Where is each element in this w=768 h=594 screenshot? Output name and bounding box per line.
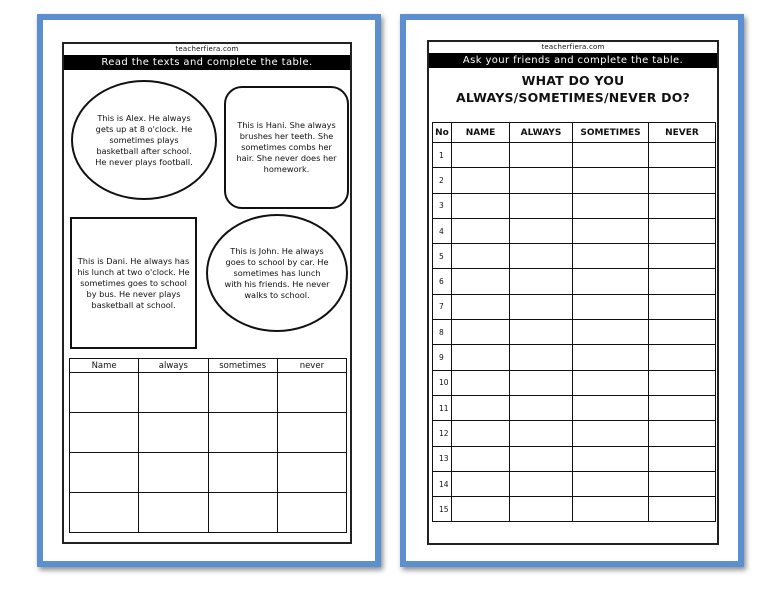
- blank-cell[interactable]: [70, 453, 139, 493]
- row-number: 12: [433, 421, 452, 446]
- table-row: [433, 446, 716, 471]
- blank-cell[interactable]: [208, 493, 277, 533]
- blank-cell[interactable]: [139, 413, 208, 453]
- blank-cell[interactable]: [70, 413, 139, 453]
- blank-cell[interactable]: [452, 143, 510, 168]
- text-hani: [224, 86, 349, 209]
- row-number: 13: [433, 446, 452, 471]
- blank-cell[interactable]: [139, 373, 208, 413]
- header-always: ALWAYS: [510, 123, 573, 143]
- blank-cell[interactable]: [573, 269, 649, 294]
- blank-cell[interactable]: [573, 294, 649, 319]
- table-row: [433, 395, 716, 420]
- instruction-banner: Ask your friends and complete the table.: [429, 53, 717, 68]
- table-row: [433, 345, 716, 370]
- blank-cell[interactable]: [452, 218, 510, 243]
- blank-cell[interactable]: [452, 269, 510, 294]
- row-number: 1: [433, 143, 452, 168]
- blank-cell[interactable]: [573, 446, 649, 471]
- blank-cell[interactable]: [649, 294, 716, 319]
- row-number: 7: [433, 294, 452, 319]
- row-number: 14: [433, 471, 452, 496]
- blank-cell[interactable]: [649, 269, 716, 294]
- blank-cell[interactable]: [452, 294, 510, 319]
- blank-cell[interactable]: [510, 471, 573, 496]
- header-no: No: [433, 123, 452, 143]
- blank-cell[interactable]: [452, 193, 510, 218]
- blank-cell[interactable]: [573, 497, 649, 522]
- table-row: [433, 218, 716, 243]
- blank-cell[interactable]: [510, 320, 573, 345]
- row-number: 9: [433, 345, 452, 370]
- table-row: [70, 373, 347, 413]
- blank-cell[interactable]: [452, 345, 510, 370]
- blank-cell[interactable]: [510, 497, 573, 522]
- blank-cell[interactable]: [649, 395, 716, 420]
- blank-cell[interactable]: [649, 244, 716, 269]
- text-alex: [71, 80, 217, 200]
- instruction-banner: Read the texts and complete the table.: [64, 55, 350, 70]
- blank-cell[interactable]: [277, 493, 346, 533]
- blank-cell[interactable]: [510, 294, 573, 319]
- blank-cell[interactable]: [573, 345, 649, 370]
- header-name: NAME: [452, 123, 510, 143]
- table-row: [433, 143, 716, 168]
- header-always: always: [139, 359, 208, 373]
- left-worksheet: [62, 42, 352, 544]
- blank-cell[interactable]: [452, 320, 510, 345]
- blank-cell[interactable]: [573, 320, 649, 345]
- table-row: [433, 269, 716, 294]
- blank-cell[interactable]: [510, 218, 573, 243]
- blank-cell[interactable]: [573, 218, 649, 243]
- blank-cell[interactable]: [573, 370, 649, 395]
- blank-cell[interactable]: [573, 421, 649, 446]
- blank-cell[interactable]: [139, 493, 208, 533]
- row-number: 5: [433, 244, 452, 269]
- blank-cell[interactable]: [649, 345, 716, 370]
- table-row: [433, 370, 716, 395]
- blank-cell[interactable]: [510, 244, 573, 269]
- table-row: [433, 471, 716, 496]
- blank-cell[interactable]: [510, 168, 573, 193]
- blank-cell[interactable]: [208, 373, 277, 413]
- blank-cell[interactable]: [510, 193, 573, 218]
- header-sometimes: SOMETIMES: [573, 123, 649, 143]
- blank-cell[interactable]: [649, 320, 716, 345]
- text-john-body: This is John. He always goes to school by car. He sometimes has lunch with his friends. He never walks to school.: [224, 245, 330, 300]
- blank-cell[interactable]: [452, 446, 510, 471]
- blank-cell[interactable]: [452, 471, 510, 496]
- blank-cell[interactable]: [573, 168, 649, 193]
- table-row: [433, 244, 716, 269]
- blank-cell[interactable]: [649, 497, 716, 522]
- row-number: 4: [433, 218, 452, 243]
- blank-cell[interactable]: [208, 413, 277, 453]
- text-hani-body: This is Hani. She always brushes her teeth. She sometimes combs her hair. She never does her homework.: [236, 120, 337, 174]
- table-row: [433, 294, 716, 319]
- blank-cell[interactable]: [649, 421, 716, 446]
- blank-cell[interactable]: [649, 370, 716, 395]
- blank-cell[interactable]: [277, 453, 346, 493]
- table-row: [433, 497, 716, 522]
- blank-cell[interactable]: [139, 453, 208, 493]
- blank-cell[interactable]: [510, 421, 573, 446]
- blank-cell[interactable]: [510, 143, 573, 168]
- row-number: 6: [433, 269, 452, 294]
- blank-cell[interactable]: [208, 453, 277, 493]
- blank-cell[interactable]: [452, 395, 510, 420]
- blank-cell[interactable]: [452, 421, 510, 446]
- table-row: [433, 421, 716, 446]
- table-row: [433, 320, 716, 345]
- row-number: 10: [433, 370, 452, 395]
- blank-cell[interactable]: [649, 168, 716, 193]
- blank-cell[interactable]: [452, 244, 510, 269]
- row-number: 8: [433, 320, 452, 345]
- survey-table: [432, 122, 716, 522]
- blank-cell[interactable]: [573, 193, 649, 218]
- row-number: 11: [433, 395, 452, 420]
- blank-cell[interactable]: [649, 471, 716, 496]
- text-john: [206, 214, 348, 332]
- blank-cell[interactable]: [510, 395, 573, 420]
- blank-cell[interactable]: [510, 269, 573, 294]
- blank-cell[interactable]: [70, 373, 139, 413]
- blank-cell[interactable]: [510, 446, 573, 471]
- blank-cell[interactable]: [452, 168, 510, 193]
- table-row: [70, 413, 347, 453]
- survey-body: [433, 143, 716, 522]
- blank-cell[interactable]: [649, 143, 716, 168]
- text-alex-body: This is Alex. He always gets up at 8 o'clock. He sometimes plays basketball after school. He never plays football.: [95, 112, 193, 167]
- header-sometimes: sometimes: [208, 359, 277, 373]
- text-dani: [70, 217, 197, 349]
- table-row: [433, 193, 716, 218]
- site-credit: teacherfiera.com: [541, 43, 605, 51]
- answer-table: [69, 358, 347, 533]
- blank-cell[interactable]: [573, 244, 649, 269]
- blank-cell[interactable]: [573, 471, 649, 496]
- blank-cell[interactable]: [277, 373, 346, 413]
- table-row: [70, 453, 347, 493]
- blank-cell[interactable]: [573, 143, 649, 168]
- worksheet-title-line1: WHAT DO YOU: [521, 73, 625, 88]
- header-never: never: [277, 359, 346, 373]
- table-row: [433, 168, 716, 193]
- site-credit: teacherfiera.com: [175, 45, 239, 53]
- header-never: NEVER: [649, 123, 716, 143]
- blank-cell[interactable]: [452, 370, 510, 395]
- table-row: [70, 493, 347, 533]
- blank-cell[interactable]: [649, 193, 716, 218]
- blank-cell[interactable]: [452, 497, 510, 522]
- text-dani-body: This is Dani. He always has his lunch at two o'clock. He sometimes goes to school by bus. He never plays basketball at school.: [77, 255, 190, 310]
- right-worksheet: [427, 40, 719, 545]
- right-worksheet-card: [400, 14, 744, 567]
- left-worksheet-card: [37, 14, 381, 567]
- row-number: 3: [433, 193, 452, 218]
- blank-cell[interactable]: [573, 395, 649, 420]
- header-name: Name: [70, 359, 139, 373]
- row-number: 15: [433, 497, 452, 522]
- blank-cell[interactable]: [510, 370, 573, 395]
- blank-cell[interactable]: [277, 413, 346, 453]
- blank-cell[interactable]: [70, 493, 139, 533]
- worksheet-title-line2: ALWAYS/SOMETIMES/NEVER DO?: [456, 90, 690, 105]
- blank-cell[interactable]: [649, 446, 716, 471]
- blank-cell[interactable]: [649, 218, 716, 243]
- blank-cell[interactable]: [510, 345, 573, 370]
- row-number: 2: [433, 168, 452, 193]
